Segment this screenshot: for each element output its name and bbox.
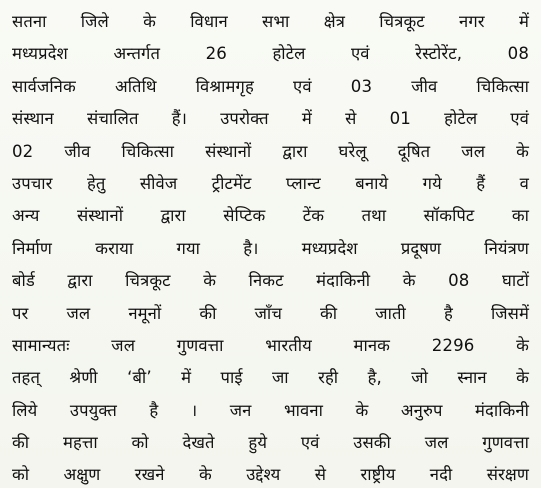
text-line: सतना जिले के विधान सभा क्षेत्र चित्रकूट नगर में <box>12 12 529 31</box>
text-line: लिये उपयुक्त है । जन भावना के अनुरुप मंदाकिनी <box>12 400 529 420</box>
text-line: सार्वजनिक अतिथि विश्रामगृह एवं 03 जीव चिकित्सा <box>12 76 529 96</box>
text-line: पर जल नमूनों की जॉंच की जाती है जिसमें <box>12 303 529 323</box>
text-line: संस्थान संचालित हैं। उपरोक्त में से 01 होटेल एवं <box>12 109 529 129</box>
text-line: उपचार हेतु सीवेज ट्रीटमेंट प्लान्ट बनाये गये हैं व <box>12 173 529 193</box>
text-line: को अक्षुण रखने के उद्देश्य से राष्ट्रीय नदी संरक्षण <box>12 465 529 485</box>
text-line: सामान्यतः जल गुणवत्ता भारतीय मानक 2296 के <box>12 335 529 355</box>
text-line: बोर्ड द्वारा चित्रकूट के निकट मंदाकिनी के 08 घाटों <box>12 271 529 291</box>
text-line: निर्माण कराया गया है। मध्यप्रदेश प्रदूषण नियंत्रण <box>12 238 529 258</box>
text-line: मध्यप्रदेश अन्तर्गत 26 होटेल एवं रेस्टोरेंट, 08 <box>12 44 529 64</box>
text-line: तहत् श्रेणी ‘बी’ में पाई जा रही है, जो स्नान के <box>12 368 529 388</box>
body-paragraph <box>12 6 529 488</box>
text-line: 02 जीव चिकित्सा संस्थानों द्वारा घरेलू दूषित जल के <box>12 141 529 161</box>
text-line: अन्य संस्थानों द्वारा सेप्टिक टेंक तथा सॉकपिट का <box>12 206 529 226</box>
text-line: की महत्ता को देखते हुये एवं उसकी जल गुणवत्ता <box>12 433 529 453</box>
